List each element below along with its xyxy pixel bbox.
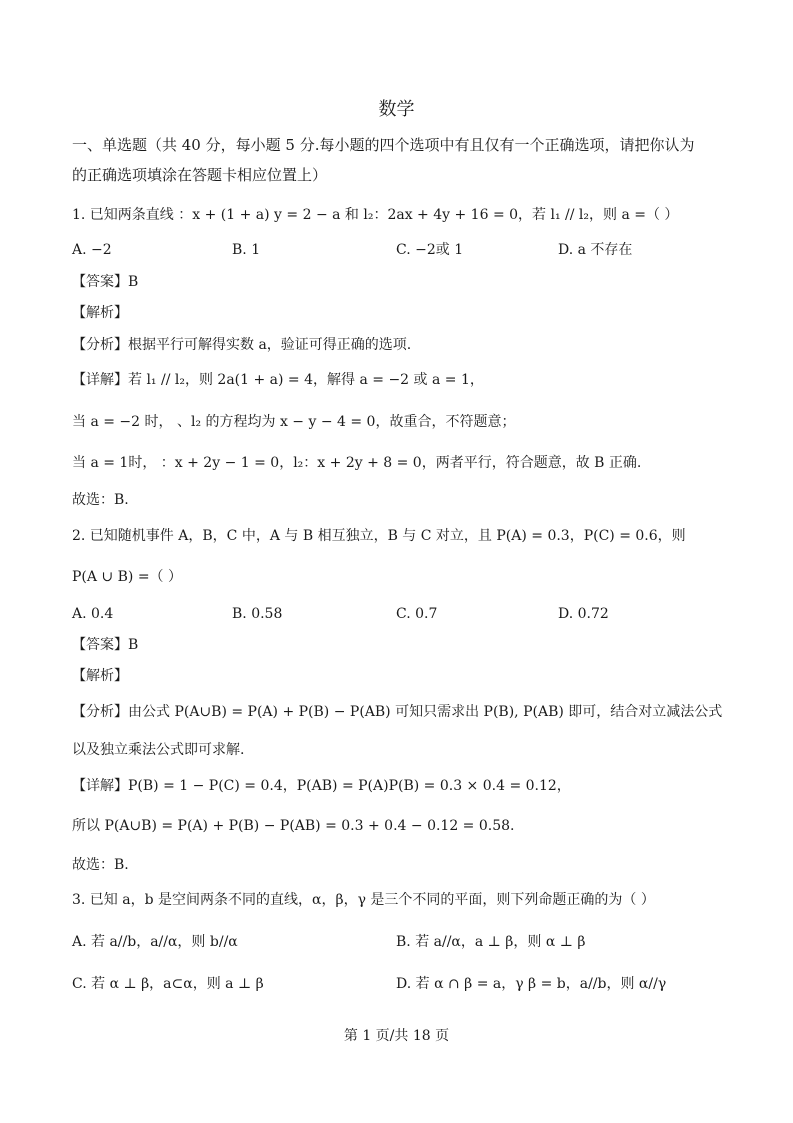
q2-analysis: 【分析】由公式 P(A∪B) = P(A) + P(B) − P(AB) 可知只需求出 P(B), P(AB) 即可，结合对立减法公式	[72, 704, 723, 720]
q2-analysis-cont: 以及独立乘法公式即可求解.	[72, 742, 245, 758]
q2-option-d: D. 0.72	[558, 606, 609, 622]
q1-stem: 1. 已知两条直线 ：x + (1 + a) y = 2 − a 和 l₂：2ax + 4y + 16 = 0，若 l₁ // l₂，则 a =（ ）	[72, 207, 679, 223]
q2-option-c: C. 0.7	[396, 606, 438, 622]
section-heading-line1: 一、单选题（共 40 分，每小题 5 分.每小题的四个选项中有且仅有一个正确选项，请把你认为	[72, 136, 695, 154]
q2-stem-cont: P(A ∪ B) =（ ）	[72, 569, 183, 585]
q1-case2: 当 a = 1时， ：x + 2y − 1 = 0，l₂：x + 2y + 8 = 0，两者平行，符合题意，故 B 正确.	[72, 455, 642, 471]
q1-conclusion: 故选：B.	[72, 492, 129, 508]
q3-option-b: B. 若 a//α，a ⊥ β，则 α ⊥ β	[396, 934, 586, 950]
q2-detail: 【详解】P(B) = 1 − P(C) = 0.4，P(AB) = P(A)P(B) = 0.3 × 0.4 = 0.12，	[72, 778, 571, 794]
page-title: 数学	[378, 99, 415, 120]
q1-detail: 【详解】若 l₁ // l₂，则 2a(1 + a) = 4，解得 a = −2 或 a = 1，	[72, 372, 484, 388]
q2-option-b: B. 0.58	[232, 606, 283, 622]
page-footer: 第 1 页/共 18 页	[343, 1028, 450, 1044]
q3-option-a: A. 若 a//b，a//α，则 b//α	[72, 934, 238, 950]
q1-option-c: C. −2或 1	[396, 242, 464, 258]
q2-option-a: A. 0.4	[72, 606, 114, 622]
q1-option-a: A. −2	[72, 242, 112, 258]
q1-case1: 当 a = −2 时， 、l₂ 的方程均为 x − y − 4 = 0，故重合，不符题意；	[72, 414, 516, 430]
section-heading-line2: 的正确选项填涂在答题卡相应位置上）	[72, 166, 328, 184]
q1-analysis: 【分析】根据平行可解得实数 a，验证可得正确的选项.	[72, 337, 412, 353]
q2-stem: 2. 已知随机事件 A，B，C 中，A 与 B 相互独立，B 与 C 对立，且 P(A) = 0.3，P(C) = 0.6，则	[72, 528, 686, 544]
q1-option-b: B. 1	[232, 242, 261, 258]
q2-answer: 【答案】B	[72, 637, 139, 653]
q1-option-d: D. a 不存在	[558, 242, 633, 258]
q2-conclusion: 故选：B.	[72, 857, 129, 873]
q2-analysis-label: 【解析】	[72, 668, 128, 684]
q1-answer: 【答案】B	[72, 274, 139, 290]
q3-option-d: D. 若 α ∩ β = a，γ β = b，a//b，则 α//γ	[396, 976, 667, 992]
q3-stem: 3. 已知 a，b 是空间两条不同的直线，α，β，γ 是三个不同的平面，则下列命题正确的为（ ）	[72, 892, 655, 908]
q3-option-c: C. 若 α ⊥ β，a⊂α，则 a ⊥ β	[72, 976, 264, 992]
q2-detail-cont: 所以 P(A∪B) = P(A) + P(B) − P(AB) = 0.3 + 0.4 − 0.12 = 0.58.	[72, 818, 515, 834]
q1-analysis-label: 【解析】	[72, 305, 128, 321]
